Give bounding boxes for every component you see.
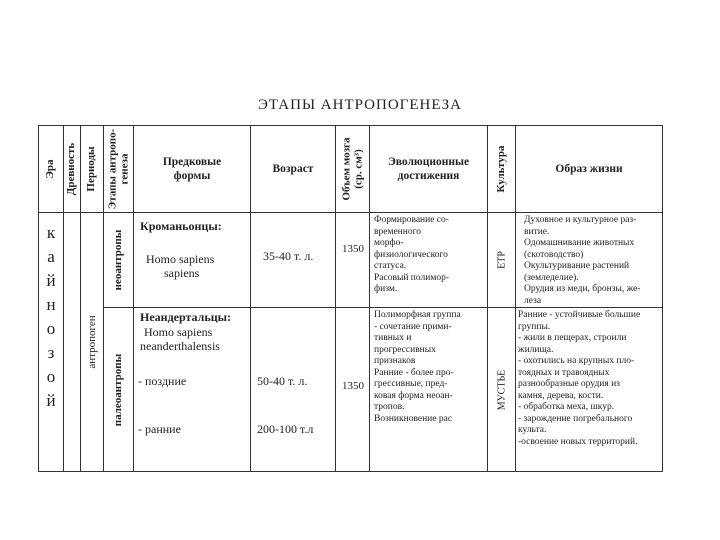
header-culture: Культура bbox=[488, 126, 516, 213]
evolution-line: Расовый полимор- bbox=[374, 272, 450, 283]
evolution-line: Формирование со- bbox=[374, 215, 449, 225]
period-cell: антропоген bbox=[81, 213, 104, 472]
life-line: - обработка меха, шкур. bbox=[518, 402, 615, 412]
table-row-cromagnon bbox=[39, 213, 663, 308]
evolution-line: прогрессивных bbox=[374, 344, 436, 355]
evolution-line: статуса. bbox=[374, 261, 407, 271]
life-line: Ранние - устойчивые большие bbox=[518, 310, 641, 320]
life-line: культа. bbox=[518, 425, 547, 435]
life-line: жилища. bbox=[518, 344, 554, 355]
stage-cell-paleo: палеоантропы bbox=[104, 308, 134, 472]
stage-cell-neo: неоантропы bbox=[104, 213, 134, 308]
life-line: - зарождение погребального bbox=[518, 413, 633, 424]
evolution-cell-cromagnon bbox=[370, 213, 488, 308]
life-line: камня, дерева, кости. bbox=[518, 390, 604, 401]
life-cell-neanderthal bbox=[516, 308, 663, 472]
era-cell bbox=[39, 213, 64, 472]
era-letter: а bbox=[47, 247, 55, 266]
life-list bbox=[518, 310, 662, 448]
evolution-line: временного bbox=[374, 226, 422, 237]
life-line: -освоение новых территорий. bbox=[518, 436, 638, 447]
evolution-line: - сочетание прими- bbox=[374, 321, 452, 332]
forms-cell-neanderthal: Неандертальцы: Homo sapiens neanderthalensis - поздние - ранние bbox=[134, 308, 251, 472]
evolution-line: тивных и bbox=[374, 333, 412, 343]
life-line: Духовное и культурное раз- bbox=[524, 215, 637, 225]
header-antiquity: Древность bbox=[64, 126, 81, 213]
era-letter: о bbox=[46, 319, 56, 338]
life-list bbox=[524, 215, 662, 307]
life-line: группы. bbox=[518, 321, 551, 332]
page-title: ЭТАПЫ АНТРОПОГЕНЕЗА bbox=[257, 97, 463, 113]
brain-cell-cromagnon: 1350 bbox=[336, 213, 370, 308]
life-line: разнообразные орудия из bbox=[518, 379, 620, 389]
life-line: леза bbox=[524, 295, 542, 306]
table-row-neanderthal bbox=[39, 308, 663, 472]
header-brain: Объем мозга (ср. см³) bbox=[336, 126, 370, 213]
evolution-list bbox=[374, 215, 487, 296]
era-letter: й bbox=[46, 391, 56, 410]
life-line: тоядных и травоядных bbox=[518, 367, 610, 378]
life-line: витие. bbox=[524, 226, 550, 237]
evolution-line: Ранние - более про- bbox=[374, 367, 454, 378]
era-letter: к bbox=[46, 223, 56, 242]
brain-cell-neanderthal: 1350 bbox=[336, 308, 370, 472]
header-evolution: Эволюционные достижения bbox=[370, 126, 488, 213]
life-line: (скотоводство) bbox=[524, 249, 584, 260]
evolution-line: тропов. bbox=[374, 402, 405, 412]
era-letter: з bbox=[47, 343, 55, 362]
evolution-line: Возникновение рас bbox=[374, 413, 453, 424]
life-line: (земледелие). bbox=[524, 272, 579, 283]
life-line: Орудия из меди, бронзы, же- bbox=[524, 284, 641, 294]
life-cell-cromagnon bbox=[516, 213, 663, 308]
life-line: - охотились на крупных пло- bbox=[518, 356, 635, 366]
header-stage: Этапы антропо- генеза bbox=[104, 126, 134, 213]
header-era: Эра bbox=[39, 126, 64, 213]
evolution-line: морфо- bbox=[374, 238, 404, 248]
evolution-line: физм. bbox=[374, 284, 398, 294]
culture-cell-cromagnon: ЕТР bbox=[488, 213, 516, 308]
life-line: - жили в пещерах, строили bbox=[518, 333, 627, 343]
culture-cell-neanderthal: МУСТЬЕ bbox=[488, 308, 516, 472]
header-life: Образ жизни bbox=[516, 126, 663, 213]
life-line: Окультуривание растений bbox=[524, 261, 630, 271]
age-cell-cromagnon: 35-40 т. л. bbox=[251, 213, 336, 308]
era-letters bbox=[39, 213, 63, 413]
anthropogenesis-table bbox=[38, 125, 663, 472]
evolution-line: признаков bbox=[374, 356, 416, 366]
forms-cell-cromagnon: Кроманьонцы: Homo sapiens sapiens bbox=[134, 213, 251, 308]
header-age: Возраст bbox=[251, 126, 336, 213]
age-cell-neanderthal: 50-40 т. л. 200-100 т.л bbox=[251, 308, 336, 472]
era-letter: о bbox=[46, 367, 56, 386]
evolution-list bbox=[374, 310, 487, 425]
era-letter: й bbox=[46, 271, 56, 290]
era-letter: н bbox=[46, 295, 56, 314]
header-row bbox=[39, 126, 663, 213]
evolution-line: Полиморфная группа bbox=[374, 310, 461, 320]
evolution-cell-neanderthal bbox=[370, 308, 488, 472]
header-forms: Предковые формы bbox=[134, 126, 251, 213]
header-periods: Периоды bbox=[81, 126, 104, 213]
evolution-line: грессивные, пред- bbox=[374, 379, 448, 389]
evolution-line: физиологического bbox=[374, 249, 448, 260]
evolution-line: ковая форма неоан- bbox=[374, 390, 453, 401]
antiquity-cell bbox=[64, 213, 81, 472]
life-line: Одомашнивание животных bbox=[524, 238, 635, 248]
